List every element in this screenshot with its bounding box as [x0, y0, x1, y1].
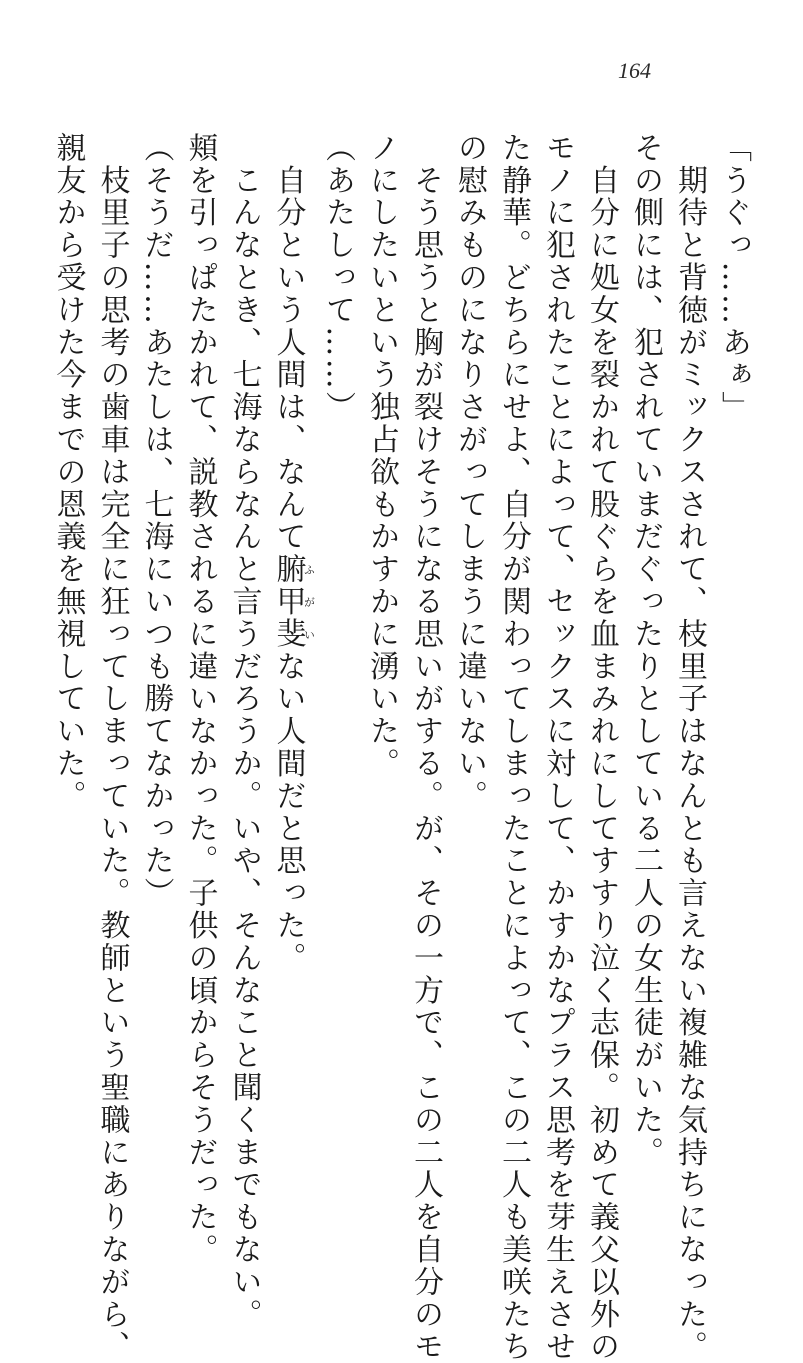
text-line: の慰みものになりさがってしまうに違いない。: [452, 132, 487, 813]
text-segment: 自分という人間は、なんて: [270, 132, 306, 554]
text-line: 期待と背徳がミックスされて、枝里子はなんとも言えない複雑な気持ちになった。: [672, 132, 707, 1363]
text-line: 自分に処女を裂かれて股ぐらを血まみれにしてすすり泣く志保。初めて義父以外の: [584, 132, 619, 1363]
ruby-reading: ふがい: [302, 553, 316, 651]
vertical-text-body: [46, 132, 756, 1363]
text-line: 頬を引っぱたかれて、説教されるに違いなかった。子供の頃からそうだった。: [182, 132, 218, 1266]
text-line: モノに犯されたことによって、セックスに対して、かすかなプラス思考を芽生えさせ: [540, 132, 575, 1363]
text-line: （そうだ……あたしは、七海にいつも勝てなかった）: [138, 132, 174, 910]
text-line: （あたしって……）: [320, 132, 355, 424]
text-line: こんなとき、七海ならなんと言うだろうか。いや、そんなこと聞くまでもない。: [226, 132, 262, 1331]
text-line: た静華。どちらにせよ、自分が関わってしまったことによって、この二人も美咲たち: [496, 132, 531, 1363]
text-line: そう思うと胸が裂けそうになる思いがする。が、その一方で、この二人を自分のモ: [408, 132, 443, 1363]
page-number: 164: [618, 58, 651, 83]
text-line: 「うぐっ……あぁ」: [716, 132, 751, 424]
ruby-base: 腑甲斐: [270, 553, 306, 651]
ruby-word: [270, 553, 316, 651]
text-line-with-ruby: [266, 132, 316, 1152]
text-line: ノにしたいという独占欲もかすかに湧いた。: [364, 132, 399, 780]
text-segment: ない人間だと思った。: [270, 650, 306, 975]
text-line: その側には、犯されていまだぐったりとしている二人の女生徒がいた。: [628, 132, 663, 1169]
text-line: 親友から受けた今までの恩義を無視していた。: [50, 132, 86, 813]
text-line: 枝里子の思考の歯車は完全に狂ってしまっていた。教師という聖職にありながら、: [94, 132, 130, 1363]
